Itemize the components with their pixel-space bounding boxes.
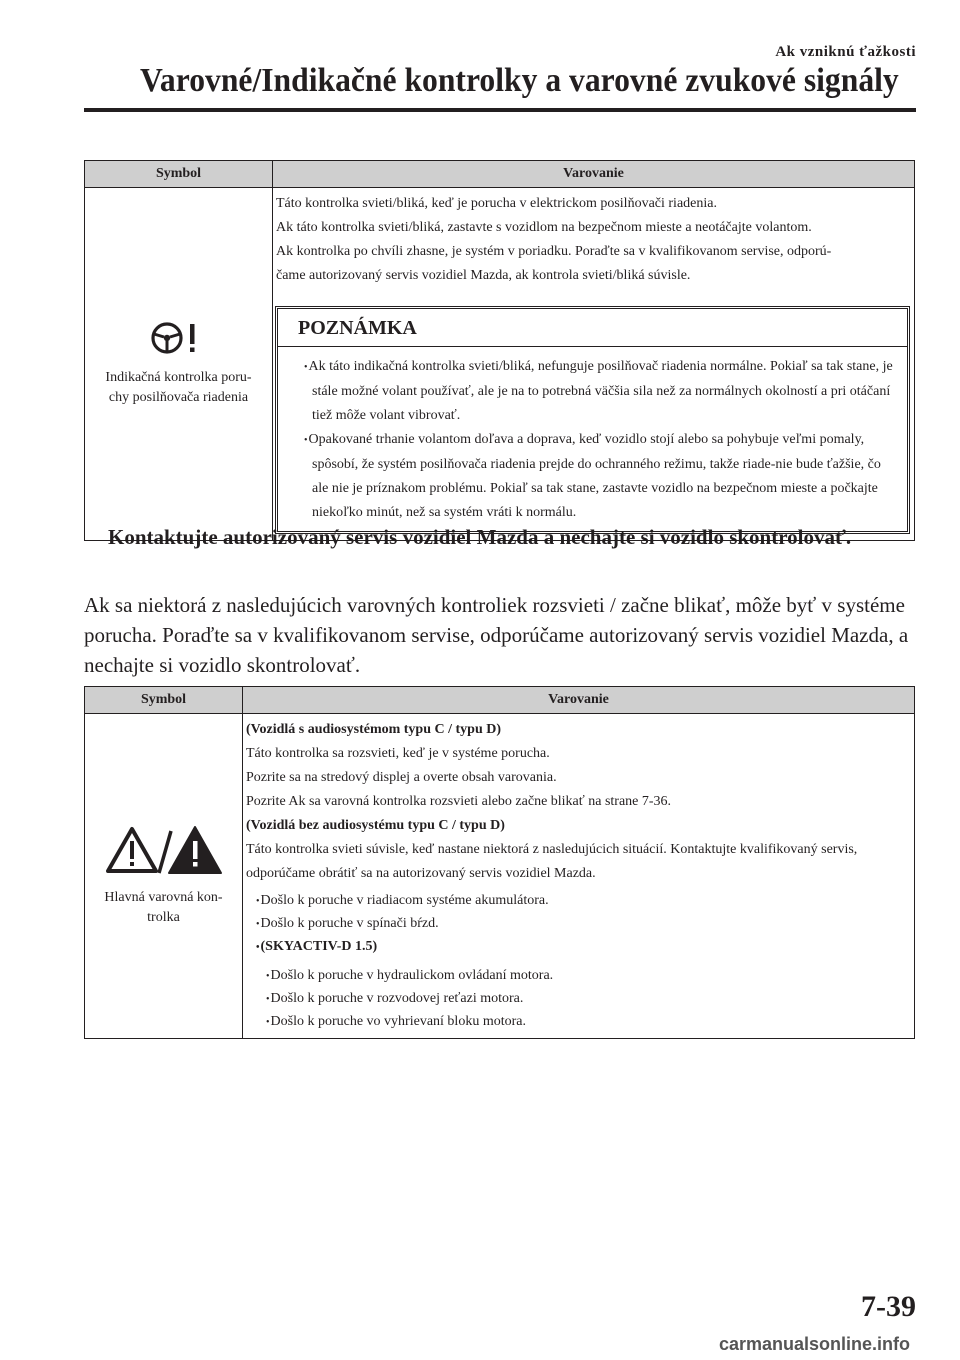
warning-cell [273, 188, 915, 541]
list-item: • Došlo k poruche v hydraulickom ovládaní motora. [266, 965, 910, 988]
vehicle-type-heading: (Vozidlá bez audiosystému typu C / typu D) [246, 818, 505, 833]
list-item: • Došlo k poruche v spínači bŕzd. [256, 913, 910, 936]
engine-sub-heading: • (SKYACTIV-D 1.5) [256, 936, 910, 959]
list-item: • Došlo k poruche v rozvodovej reťazi motora. [266, 988, 910, 1011]
warning-line: Ak táto kontrolka svieti/bliká, zastavte s vozidlom na bezpečnom mieste a neotáčajte volantom. [276, 220, 812, 235]
note-item: • Opakované trhanie volantom doľava a doprava, keď vozidlo stojí alebo sa pohybuje veľmi pomaly, spôsobí, že systém posilňovača riadenia prejde do ochranného režimu, takže riade-nie bude ťažšie, čo ale nie je príznakom problému. Pokiaľ sa tak stane, zastavte vozidlo na bezpečnom mieste a počkajte niekoľko minút, než sa systém vráti k normálu. [304, 428, 893, 525]
col-warning-header: Varovanie [273, 161, 915, 188]
master-warning-icon [105, 825, 223, 875]
warning-text: Táto kontrolka svieti súvisle, keď nastane niektorá z nasledujúcich situácií. Kontaktujte kvalifikovaný servis, odporúčame obrátiť sa na autorizovaný servis vozidiel Mazda. [246, 842, 858, 881]
symbol-caption-line: Hlavná varovná kon- [104, 889, 223, 905]
col-symbol-header: Symbol [85, 161, 273, 188]
warning-table-power-steering [84, 160, 915, 541]
page-title: Varovné/Indikačné kontrolky a varovné zvukové signály [140, 62, 899, 99]
symbol-caption-line: chy posilňovača riadenia [108, 389, 249, 405]
note-item: • Ak táto indikačná kontrolka svieti/bliká, nefunguje posilňovač riadenia normálne. Pokiaľ sa tak stane, je stále možné volant používať, ale je na to potrebná väčšia sila než za normálnych okolností a pri otáčaní tiež môže volant vibrovať. [304, 355, 893, 428]
note-box [275, 306, 910, 534]
warning-line: Ak kontrolka po chvíli zhasne, je systém v poriadku. Poraďte sa v kvalifikovanom servise, odporú- [276, 244, 832, 259]
symbol-caption-line: Indikačná kontrolka poru- [105, 369, 252, 385]
warning-line: Pozrite sa na stredový displej a overte obsah varovania. [246, 770, 557, 785]
contact-heading: Kontaktujte autorizovaný servis vozidiel Mazda a nechajte si vozidlo skontrolovať. [108, 525, 852, 549]
intro-paragraph: Ak sa niektorá z nasledujúcich varovných kontroliek rozsvieti / začne blikať, môže byť v systéme porucha. Poraďte sa v kvalifikovanom servise, odporúčame autorizovaný servis vozidiel Mazda, a nechajte si vozidlo skontrolovať. [84, 593, 909, 677]
warning-line: čame autorizovaný servis vozidiel Mazda, ak kontrola svieti/bliká súvisle. [276, 268, 691, 283]
col-symbol-header: Symbol [85, 687, 243, 714]
watermark: carmanualsonline.info [718, 1334, 910, 1354]
symbol-cell [85, 714, 243, 1039]
table-header-row [85, 687, 915, 714]
table-header-row [85, 161, 915, 188]
power-steering-warning-icon [149, 321, 209, 355]
section-label: Ak vzniknú ťažkosti [775, 44, 916, 60]
list-item: • Došlo k poruche v riadiacom systéme akumulátora. [256, 890, 910, 913]
table-row [85, 188, 915, 541]
list-item: • Došlo k poruche vo vyhrievaní bloku motora. [266, 1011, 910, 1034]
warning-line: Táto kontrolka svieti/bliká, keď je porucha v elektrickom posilňovači riadenia. [276, 196, 717, 211]
warning-table-master [84, 686, 915, 1039]
page-number: 7-39 [861, 1290, 916, 1323]
warning-cell [243, 714, 915, 1039]
warning-line: Pozrite Ak sa varovná kontrolka rozsvieti alebo začne blikať na strane 7-36. [246, 794, 672, 809]
title-rule [84, 108, 916, 112]
symbol-caption-line: trolka [147, 909, 180, 925]
col-warning-header: Varovanie [243, 687, 915, 714]
vehicle-type-heading: (Vozidlá s audiosystémom typu C / typu D) [246, 722, 502, 737]
warning-line: Táto kontrolka sa rozsvieti, keď je v systéme porucha. [246, 746, 550, 761]
table-row [85, 714, 915, 1039]
symbol-cell [85, 188, 273, 541]
note-title: POZNÁMKA [278, 309, 907, 347]
